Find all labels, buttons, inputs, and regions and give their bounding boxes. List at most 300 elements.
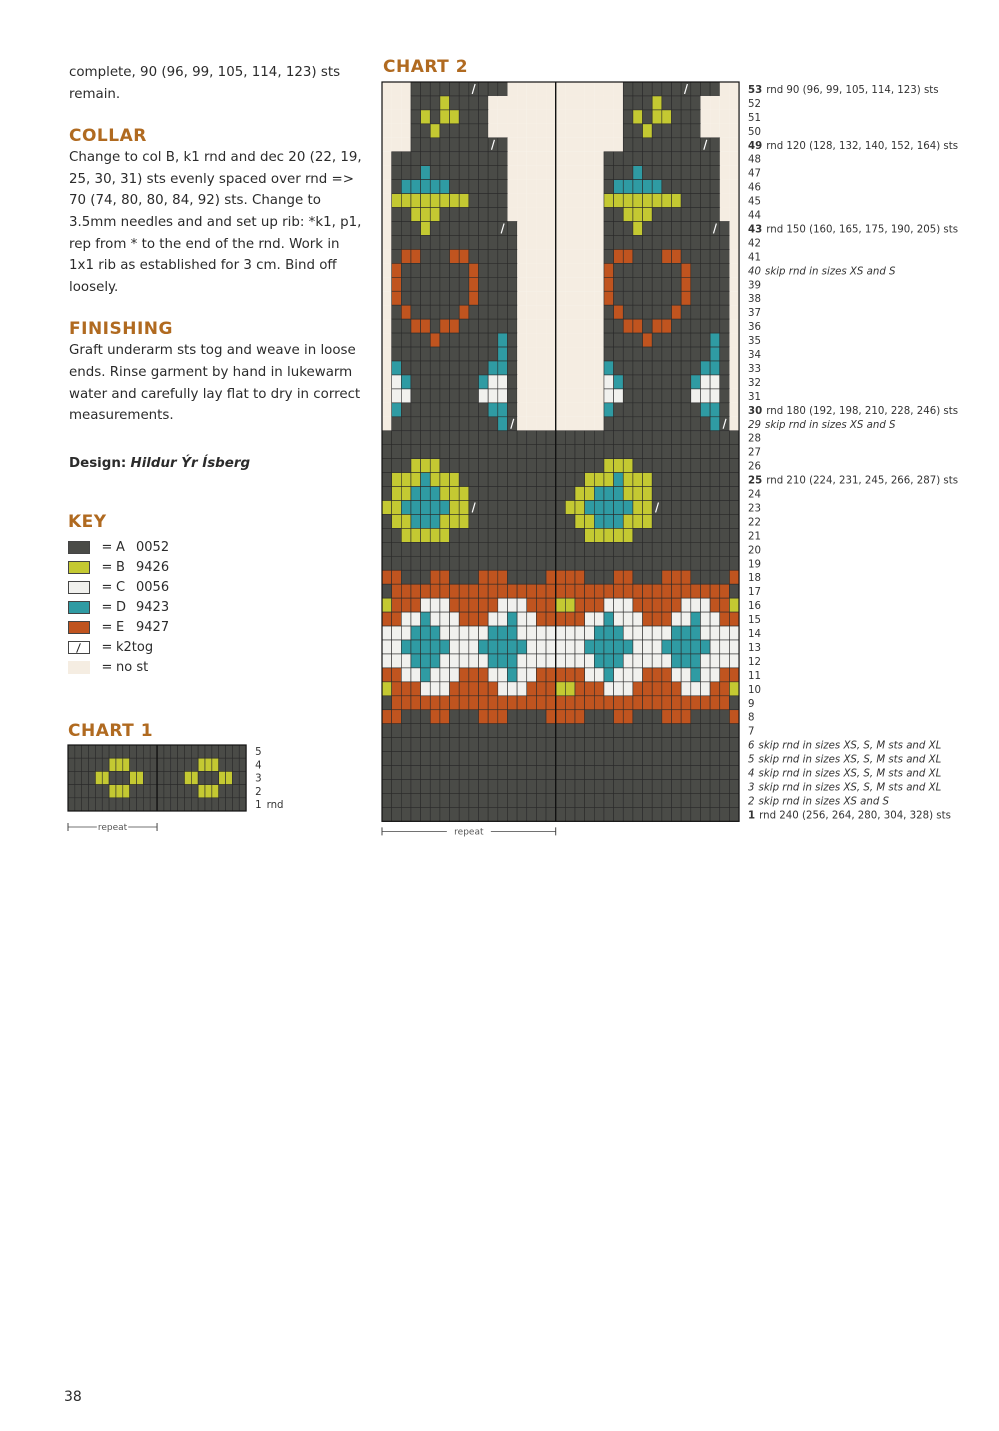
chart-cell [469, 305, 479, 319]
no-stitch-cell [517, 110, 527, 124]
chart-cell [604, 235, 614, 249]
no-stitch-cell [585, 361, 595, 375]
chart-cell [691, 403, 701, 417]
chart-cell [546, 710, 556, 724]
chart-cell [450, 598, 460, 612]
chart-cell [479, 501, 489, 515]
chart-cell [556, 724, 566, 738]
chart-cell [517, 528, 527, 542]
color-key [68, 511, 169, 677]
no-stitch-cell [575, 152, 585, 166]
chart-cell [479, 291, 489, 305]
chart-cell [662, 724, 672, 738]
chart-cell [401, 249, 411, 263]
chart-cell [450, 807, 460, 821]
chart-cell [623, 319, 633, 333]
chart-cell [720, 514, 730, 528]
chart-cell [440, 640, 450, 654]
no-stitch-cell [556, 222, 566, 236]
chart-cell [430, 668, 440, 682]
no-stitch-cell [729, 194, 739, 208]
no-stitch-cell [720, 124, 730, 138]
chart-cell [536, 473, 546, 487]
chart-cell [459, 696, 469, 710]
no-stitch-cell [488, 124, 498, 138]
chart-cell [382, 542, 392, 556]
chart-cell [164, 785, 171, 798]
chart-cell [691, 375, 701, 389]
chart2-row-label: 6 skip rnd in sizes XS, S, M sts and XL [748, 740, 942, 752]
chart-cell [643, 598, 653, 612]
chart-cell [421, 807, 431, 821]
chart-cell [681, 263, 691, 277]
chart-cell [450, 696, 460, 710]
chart-cell [232, 798, 239, 811]
chart-cell [623, 501, 633, 515]
chart-cell [700, 263, 710, 277]
chart-cell [421, 319, 431, 333]
chart-cell [392, 208, 402, 222]
chart-cell [469, 514, 479, 528]
chart-cell [411, 375, 421, 389]
chart-cell [498, 389, 508, 403]
chart-cell [401, 668, 411, 682]
chart-cell [681, 291, 691, 305]
chart2-row-label: 39 [748, 280, 762, 292]
chart-cell [440, 501, 450, 515]
chart-cell [700, 180, 710, 194]
chart-cell [382, 473, 392, 487]
no-stitch-cell [556, 166, 566, 180]
no-stitch-cell [517, 82, 527, 96]
chart-cell [643, 724, 653, 738]
chart-cell [652, 752, 662, 766]
chart-cell [421, 82, 431, 96]
chart-cell [729, 696, 739, 710]
chart-cell [614, 152, 624, 166]
chart-cell [102, 785, 109, 798]
chart-cell [565, 570, 575, 584]
chart-cell [710, 417, 720, 431]
chart-cell [546, 807, 556, 821]
chart-cell [720, 752, 730, 766]
no-stitch-cell [556, 291, 566, 305]
no-stitch-cell [546, 403, 556, 417]
chart1 [66, 743, 316, 833]
no-stitch-cell [729, 152, 739, 166]
chart-cell [652, 180, 662, 194]
chart-cell [536, 431, 546, 445]
no-stitch-cell [594, 403, 604, 417]
chart-cell [594, 556, 604, 570]
chart-cell [633, 431, 643, 445]
chart-cell [720, 347, 730, 361]
chart-cell [411, 194, 421, 208]
chart-cell [450, 291, 460, 305]
chart-cell [68, 758, 75, 771]
no-stitch-cell [729, 361, 739, 375]
chart-cell [430, 654, 440, 668]
chart-cell [681, 473, 691, 487]
chart-cell [681, 445, 691, 459]
chart-cell [130, 798, 137, 811]
chart-cell [662, 319, 672, 333]
chart-cell [585, 528, 595, 542]
chart-cell [729, 487, 739, 501]
chart-cell [729, 514, 739, 528]
chart-cell [469, 528, 479, 542]
chart-cell [614, 166, 624, 180]
no-stitch-cell [575, 249, 585, 263]
chart-cell [440, 556, 450, 570]
chart-cell [672, 82, 682, 96]
no-stitch-cell [546, 291, 556, 305]
design-label: Design: [69, 455, 127, 471]
chart-cell [700, 361, 710, 375]
chart-cell [575, 752, 585, 766]
chart-cell [411, 501, 421, 515]
chart-cell [623, 780, 633, 794]
no-stitch-cell [565, 361, 575, 375]
chart-cell [527, 807, 537, 821]
chart-cell [421, 110, 431, 124]
chart-cell [633, 124, 643, 138]
chart-cell [479, 110, 489, 124]
chart-cell [411, 724, 421, 738]
chart-cell [691, 459, 701, 473]
no-stitch-cell [614, 82, 624, 96]
chart-cell [382, 766, 392, 780]
chart-cell [498, 180, 508, 194]
no-stitch-cell [382, 305, 392, 319]
no-stitch-cell [594, 138, 604, 152]
chart-cell [116, 771, 123, 784]
no-stitch-cell [382, 110, 392, 124]
chart-cell [546, 640, 556, 654]
chart-cell [594, 584, 604, 598]
chart-cell [517, 612, 527, 626]
chart-cell [681, 682, 691, 696]
chart-cell [401, 166, 411, 180]
chart-cell [565, 668, 575, 682]
chart-cell [430, 570, 440, 584]
chart-cell [171, 771, 178, 784]
chart-cell [430, 180, 440, 194]
chart-cell [401, 793, 411, 807]
chart-cell [459, 445, 469, 459]
chart-cell [239, 771, 246, 784]
chart-cell [710, 291, 720, 305]
chart-cell [623, 473, 633, 487]
chart-cell [459, 710, 469, 724]
chart-cell [392, 235, 402, 249]
no-stitch-cell [720, 194, 730, 208]
chart-cell [604, 222, 614, 236]
chart-cell [392, 389, 402, 403]
chart-cell [440, 417, 450, 431]
chart2-row-note: rnd 240 (256, 264, 280, 304, 328) sts [759, 810, 951, 822]
chart-cell [421, 305, 431, 319]
chart-cell [700, 542, 710, 556]
chart-cell [614, 682, 624, 696]
chart-cell [450, 180, 460, 194]
chart-cell [700, 752, 710, 766]
chart-cell [585, 501, 595, 515]
chart-cell [382, 445, 392, 459]
chart-cell [440, 584, 450, 598]
chart-cell [643, 180, 653, 194]
no-stitch-cell [575, 403, 585, 417]
key-swatch [68, 661, 90, 674]
chart-cell [691, 208, 701, 222]
chart-cell [633, 724, 643, 738]
chart-cell [143, 745, 150, 758]
chart-cell [672, 110, 682, 124]
chart-cell [440, 235, 450, 249]
chart-cell [411, 347, 421, 361]
chart-cell [585, 473, 595, 487]
chart-cell [450, 668, 460, 682]
chart-cell [411, 403, 421, 417]
chart2-cells [382, 82, 739, 821]
chart-cell [565, 640, 575, 654]
no-stitch-cell [527, 138, 537, 152]
no-stitch-cell [585, 333, 595, 347]
no-stitch-cell [527, 277, 537, 291]
chart-cell [633, 584, 643, 598]
chart-cell [450, 263, 460, 277]
chart-cell [585, 570, 595, 584]
chart-cell [652, 766, 662, 780]
chart-cell [623, 542, 633, 556]
chart-cell [652, 640, 662, 654]
chart-cell [459, 626, 469, 640]
chart-cell [729, 459, 739, 473]
chart-cell [430, 459, 440, 473]
chart-cell [546, 598, 556, 612]
no-stitch-cell [536, 347, 546, 361]
chart-cell [411, 542, 421, 556]
no-stitch-cell [720, 110, 730, 124]
chart-cell [421, 152, 431, 166]
chart-cell [430, 584, 440, 598]
no-stitch-cell [527, 96, 537, 110]
chart-cell [662, 738, 672, 752]
chart-cell [546, 793, 556, 807]
no-stitch-cell [527, 305, 537, 319]
chart-cell [556, 501, 566, 515]
chart-cell [575, 528, 585, 542]
chart-cell [401, 514, 411, 528]
chart-cell [643, 780, 653, 794]
no-stitch-cell [575, 82, 585, 96]
chart-cell [720, 668, 730, 682]
chart-cell [604, 431, 614, 445]
chart-cell [488, 445, 498, 459]
chart-cell [565, 612, 575, 626]
chart-cell [700, 487, 710, 501]
chart-cell [430, 361, 440, 375]
no-stitch-cell [594, 124, 604, 138]
chart-cell [191, 771, 198, 784]
chart1-title: CHART 1 [68, 721, 154, 741]
chart-cell [430, 780, 440, 794]
chart-cell [614, 570, 624, 584]
chart-cell [401, 626, 411, 640]
chart-cell [662, 556, 672, 570]
chart-cell [652, 793, 662, 807]
no-stitch-cell [546, 347, 556, 361]
chart-cell [459, 654, 469, 668]
chart-cell [469, 738, 479, 752]
chart-cell [488, 710, 498, 724]
key-row [68, 637, 169, 657]
chart-cell [421, 738, 431, 752]
chart-cell [178, 785, 185, 798]
chart-cell [507, 682, 517, 696]
chart-cell [469, 710, 479, 724]
chart-cell [459, 361, 469, 375]
chart-cell [527, 542, 537, 556]
chart-cell [479, 208, 489, 222]
design-credit [69, 453, 364, 475]
no-stitch-cell [546, 110, 556, 124]
chart-cell [401, 208, 411, 222]
chart-cell [527, 640, 537, 654]
chart-cell [459, 542, 469, 556]
chart-cell [450, 305, 460, 319]
no-stitch-cell [536, 291, 546, 305]
chart-cell [507, 389, 517, 403]
no-stitch-cell [517, 389, 527, 403]
chart-cell [652, 738, 662, 752]
chart-cell [643, 347, 653, 361]
chart-cell [421, 222, 431, 236]
chart-cell [614, 291, 624, 305]
chart-cell [498, 598, 508, 612]
chart-cell [662, 696, 672, 710]
chart-cell [652, 166, 662, 180]
chart-cell [594, 612, 604, 626]
chart-cell [643, 235, 653, 249]
chart-cell [527, 668, 537, 682]
chart2-row-label: 11 [748, 670, 762, 682]
no-stitch-cell [527, 249, 537, 263]
chart-cell [440, 626, 450, 640]
chart-cell [720, 724, 730, 738]
chart-cell [691, 333, 701, 347]
chart-cell [157, 798, 164, 811]
chart-cell [498, 654, 508, 668]
chart-cell [130, 745, 137, 758]
chart-cell [681, 668, 691, 682]
chart-cell [498, 612, 508, 626]
no-stitch-cell [536, 194, 546, 208]
chart-cell [450, 361, 460, 375]
chart-cell [421, 249, 431, 263]
chart-cell [720, 556, 730, 570]
chart-cell [382, 556, 392, 570]
chart-cell [450, 208, 460, 222]
chart-cell [556, 445, 566, 459]
chart-cell [575, 570, 585, 584]
chart-cell [710, 82, 720, 96]
chart-cell [469, 277, 479, 291]
chart-cell [479, 710, 489, 724]
key-swatch [68, 601, 90, 614]
chart-cell [633, 82, 643, 96]
chart-cell [469, 431, 479, 445]
chart-cell [652, 417, 662, 431]
chart2-row-label: 45 [748, 196, 762, 208]
chart-cell [411, 124, 421, 138]
no-stitch-cell [575, 235, 585, 249]
chart-cell [421, 180, 431, 194]
chart-cell [691, 807, 701, 821]
chart-cell [614, 473, 624, 487]
intro-text: complete, 90 (96, 99, 105, 114, 123) sts remain. [69, 65, 341, 102]
chart-cell [401, 724, 411, 738]
no-stitch-cell [585, 347, 595, 361]
chart-cell [652, 696, 662, 710]
no-stitch-cell [614, 138, 624, 152]
chart-cell [681, 598, 691, 612]
chart-cell [623, 556, 633, 570]
chart-cell [450, 96, 460, 110]
no-stitch-cell [527, 291, 537, 305]
chart-cell [479, 459, 489, 473]
chart-cell [623, 598, 633, 612]
no-stitch-cell [401, 82, 411, 96]
no-stitch-cell [382, 417, 392, 431]
chart-cell [662, 347, 672, 361]
no-stitch-cell [565, 235, 575, 249]
chart1-row-label: 1 rnd [255, 800, 284, 811]
chart-cell [469, 542, 479, 556]
chart-cell [691, 96, 701, 110]
chart-cell [430, 277, 440, 291]
no-stitch-cell [729, 124, 739, 138]
chart-cell [672, 654, 682, 668]
chart-cell [575, 598, 585, 612]
chart-cell [672, 138, 682, 152]
chart-cell [565, 696, 575, 710]
chart-cell [604, 473, 614, 487]
chart-cell [440, 752, 450, 766]
chart-cell [643, 249, 653, 263]
chart-cell [585, 431, 595, 445]
chart-cell [392, 640, 402, 654]
chart-cell [498, 640, 508, 654]
no-stitch-cell [556, 403, 566, 417]
chart-cell [633, 626, 643, 640]
no-stitch-cell [594, 375, 604, 389]
no-stitch-cell [594, 222, 604, 236]
chart-cell [440, 598, 450, 612]
no-stitch-cell [517, 333, 527, 347]
chart-cell [137, 745, 144, 758]
chart-cell [565, 514, 575, 528]
chart-cell [450, 222, 460, 236]
chart-cell [459, 222, 469, 236]
chart-cell [498, 807, 508, 821]
chart-cell [507, 710, 517, 724]
chart-cell [421, 612, 431, 626]
chart-cell [556, 598, 566, 612]
chart2-row-label: 31 [748, 391, 762, 403]
chart-cell [662, 124, 672, 138]
chart-cell [430, 807, 440, 821]
